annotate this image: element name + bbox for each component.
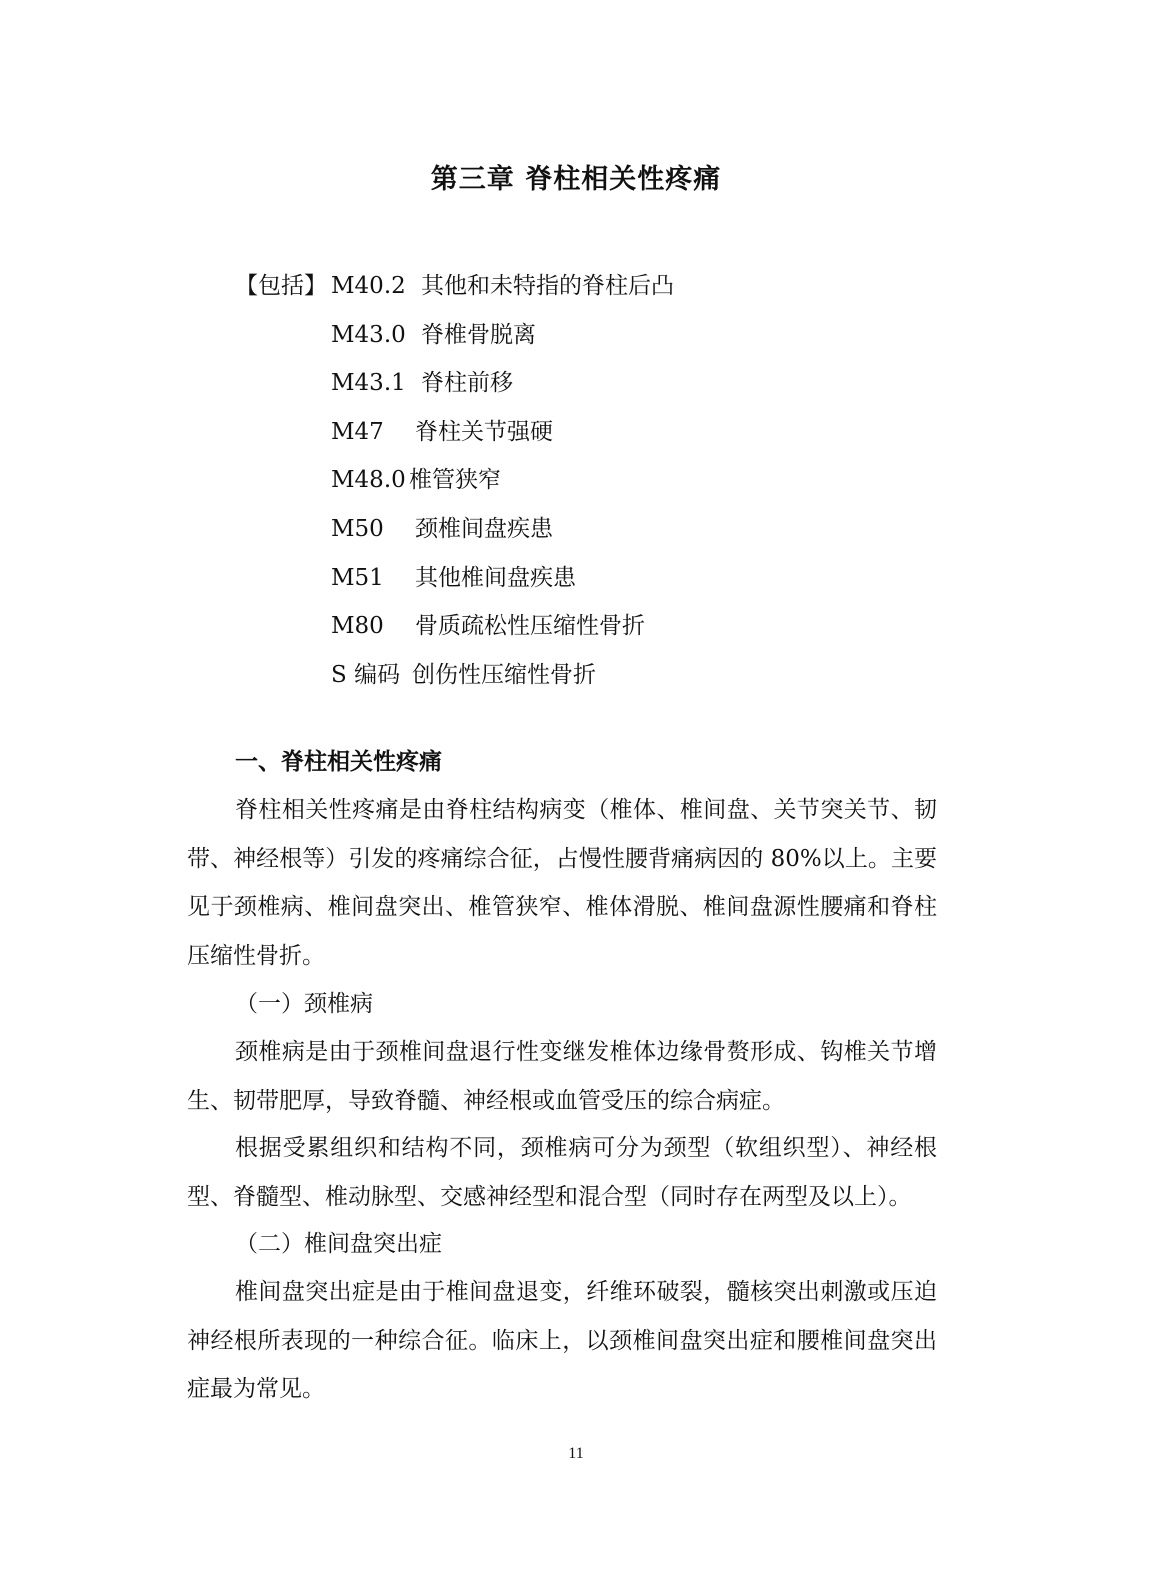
icd-description: 椎管狭窄: [409, 467, 501, 494]
icd-code: M51: [331, 564, 384, 591]
include-label: 【包括】: [235, 273, 327, 299]
icd-description: 脊椎骨脱离: [421, 321, 536, 348]
icd-code: M43.1: [331, 370, 406, 397]
subsection-heading: （一）颈椎病: [235, 991, 373, 1017]
body-paragraph: 脊柱相关性疼痛是由脊柱结构病变（椎体、椎间盘、关节突关节、韧带、神经根等）引发的疼痛综合征，占慢性腰背痛病因的 80%以上。主要见于颈椎病、椎间盘突出、椎管狭窄、椎体滑脱、椎间盘源性腰痛和脊柱压缩性骨折。: [187, 797, 937, 969]
icd-description: 其他和未特指的脊柱后凸: [421, 273, 674, 299]
chapter-title: 第三章 脊柱相关性疼痛: [430, 164, 722, 195]
icd-description: 脊柱关节强硬: [415, 418, 553, 445]
icd-description: 脊柱前移: [421, 370, 513, 397]
icd-description: 其他椎间盘疾患: [415, 564, 576, 591]
icd-code: M50: [331, 515, 384, 542]
body-paragraph: 根据受累组织和结构不同，颈椎病可分为颈型（软组织型）、神经根型、脊髓型、椎动脉型、交感神经型和混合型（同时存在两型及以上）。: [187, 1135, 937, 1210]
section-heading: 一、脊柱相关性疼痛: [235, 749, 442, 775]
icd-description: 创伤性压缩性骨折: [412, 661, 596, 688]
subsection-heading: （二）椎间盘突出症: [235, 1231, 442, 1257]
icd-description: 颈椎间盘疾患: [415, 515, 553, 542]
body-paragraph: 颈椎病是由于颈椎间盘退行性变继发椎体边缘骨赘形成、钩椎关节增生、韧带肥厚，导致脊髓、神经根或血管受压的综合病症。: [187, 1039, 937, 1114]
body-paragraph: 椎间盘突出症是由于椎间盘退变，纤维环破裂，髓核突出刺激或压迫神经根所表现的一种综合征。临床上，以颈椎间盘突出症和腰椎间盘突出症最为常见。: [187, 1279, 937, 1402]
icd-code: M40.2: [331, 273, 406, 299]
icd-code: M43.0: [331, 321, 406, 348]
page-number: 11: [568, 1445, 584, 1462]
icd-code: M48.0: [331, 467, 406, 494]
icd-code: M47: [331, 418, 384, 445]
icd-description: 骨质疏松性压缩性骨折: [415, 613, 645, 640]
icd-code: M80: [331, 613, 384, 640]
icd-code: S 编码: [331, 661, 401, 688]
